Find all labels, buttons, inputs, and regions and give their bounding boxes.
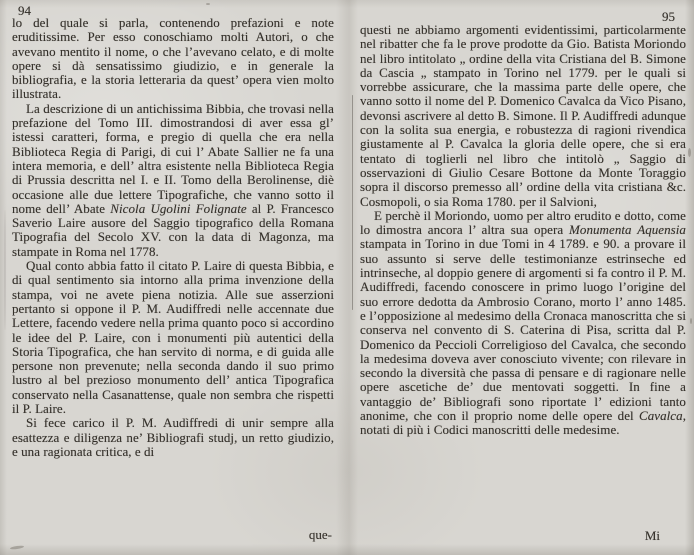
- italic-text-run: Nicola Ugolini Folignate: [110, 200, 247, 216]
- right-page-text: [360, 23, 686, 532]
- paragraph: [12, 259, 334, 416]
- paragraph: [12, 16, 334, 102]
- scan-speckle: [690, 318, 692, 324]
- left-page-number: 94: [18, 3, 31, 18]
- gutter-fold-line: [352, 95, 353, 310]
- text-run: Si fece carico il P. M. Audìffredi di unir sempre alla esattezza e diligenza ne’ Bibliografi studj, un retto giudizio, e una ragionata critica, e di: [12, 415, 334, 459]
- text-run: questi ne abbiamo argomenti evidentissimi, particolarmente nel ribatter che fa le prove prodotte da Gio. Batista Moriondo nel libro intitolato „ ordine della vita Cristiana del B. Simone da Cascia „ stampato in Torino nel 1779. per le quali si vorrebbe assicurare, che la massima parte delle opere, che vanno sotto il nome del P. Domenico Cavalca da Vico Pisano, devonsi ascrivere al detto B. Simone. Il P. Audiffredi adunque con la solita sua energia, e robustezza di ragioni rivendica giustamente al P. Cavalca la gloria delle opere, che si era tentato di toglierli nel libro che intitolò „ Saggio di osservazioni di Giulio Cesare Bottone da Monte Toraggio sopra il discorso premesso all’ ordine della vita cristiana &c. Cosmopoli, o sia Roma 1780. per il Salvioni,: [360, 23, 686, 209]
- paragraph: [12, 416, 334, 459]
- text-run: E perchè il Moriondo, uomo per altro erudito e dotto, come lo dimostra ancora l’ altra sua opera: [360, 207, 686, 238]
- right-page-signature-mark: Mi: [644, 528, 660, 543]
- scan-speckle: [206, 3, 210, 5]
- left-page-text: [12, 16, 334, 530]
- text-run: lo del quale si parla, contenendo prefazioni e note eruditissime. Per esso conoschiamo molti Autori, o che avevano mentito il nome, o che l’avevano celato, e di molte opere si dà sensatissimo giudizio, e in generale la bibliografia, e la storia letteraria da quest’ opera vien molto illustrata.: [12, 16, 334, 102]
- page-gutter-shadow: [336, 0, 358, 555]
- paragraph: [360, 209, 686, 438]
- text-run: al P. Francesco Saverio Laire ausore del Saggio tipografico della Romana Tipografia del Secolo XV. con la data di Magonza, ma stampate in Roma nel 1778.: [12, 200, 334, 259]
- text-run: , notati di più i Codici manoscritti delle medesime.: [360, 408, 686, 438]
- italic-text-run: Monumenta Aquensia: [569, 222, 686, 238]
- scan-speckle: [10, 545, 24, 550]
- italic-text-run: Cavalca: [639, 408, 683, 424]
- paragraph: [12, 102, 334, 259]
- right-page-number: 95: [662, 9, 675, 24]
- scan-edge-mark: [4, 210, 6, 330]
- scan-speckle: [688, 148, 691, 157]
- left-page-catchword: que-: [308, 527, 332, 542]
- text-run: Qual conto abbia fatto il citato P. Laire di questa Bibbia, e di qual sentimento sia intorno alla prima invenzione della stampa, voi ne avete piena notizia. Alle sue asserzioni pertanto si oppone il P. M. Audiffredi nelle accennate due Lettere, facendo vedere nella prima quanto poco si accordino le idee del P. Laire, con i monumenti più autentici della Storia Tipografica, che han servito di norma, e di guida alle persone non prevenute; nella seconda dando il suo primo lustro al bel prezioso monumento dell’ antica Tipografica conservato nella Casanattense, quale non sembra che rispetti il P. Laire.: [12, 258, 334, 417]
- text-run: stampata in Torino in due Tomi in 4 1789. e 90. a provare il suo assunto si serve delle testimonianze estrinseche ed intrinseche, al doppio genere di argomenti si fa contro il P. M. Audiffredi, facendo conoscere in primo luogo l’origine del suo errore dedotta da Ambrosio Corano, morto l’ anno 1485. e l’opposizione al medesimo della Cronaca manoscritta che si conserva nel convento di S. Caterina di Pisa, scritta dal P. Domenico da Peccioli Correligioso del Cavalca, che secondo la medesima doveva aver conosciuto vivente; con rilevare in secondo la diversità che passa di pensare e di ragionare nelle opere ascetiche de’ due mentovati soggetti. In fine a vantaggio de’ Bibliografi sono riportate l’ edizioni tanto anonime, che con il proprio nome delle opere del: [360, 236, 686, 424]
- paragraph: [360, 23, 686, 209]
- text-run: La descrizione di un antichissima Bibbia, che trovasi nella prefazione del Tomo III. dimostrandosi di aver essa gl’ istessi caratteri, forma, e pregio di quella che era nella Biblioteca Regia di Parigi, di cui l’ Abate Sallier ne fa una intera memoria, e dell’ altra esistente nella Biblioteca Regia di Prussia descritta nel I. e II. Tomo della Berolinense, diè occasione alle due lettere Tipografiche, che vanno sotto il nome dell’ Abate: [12, 100, 334, 216]
